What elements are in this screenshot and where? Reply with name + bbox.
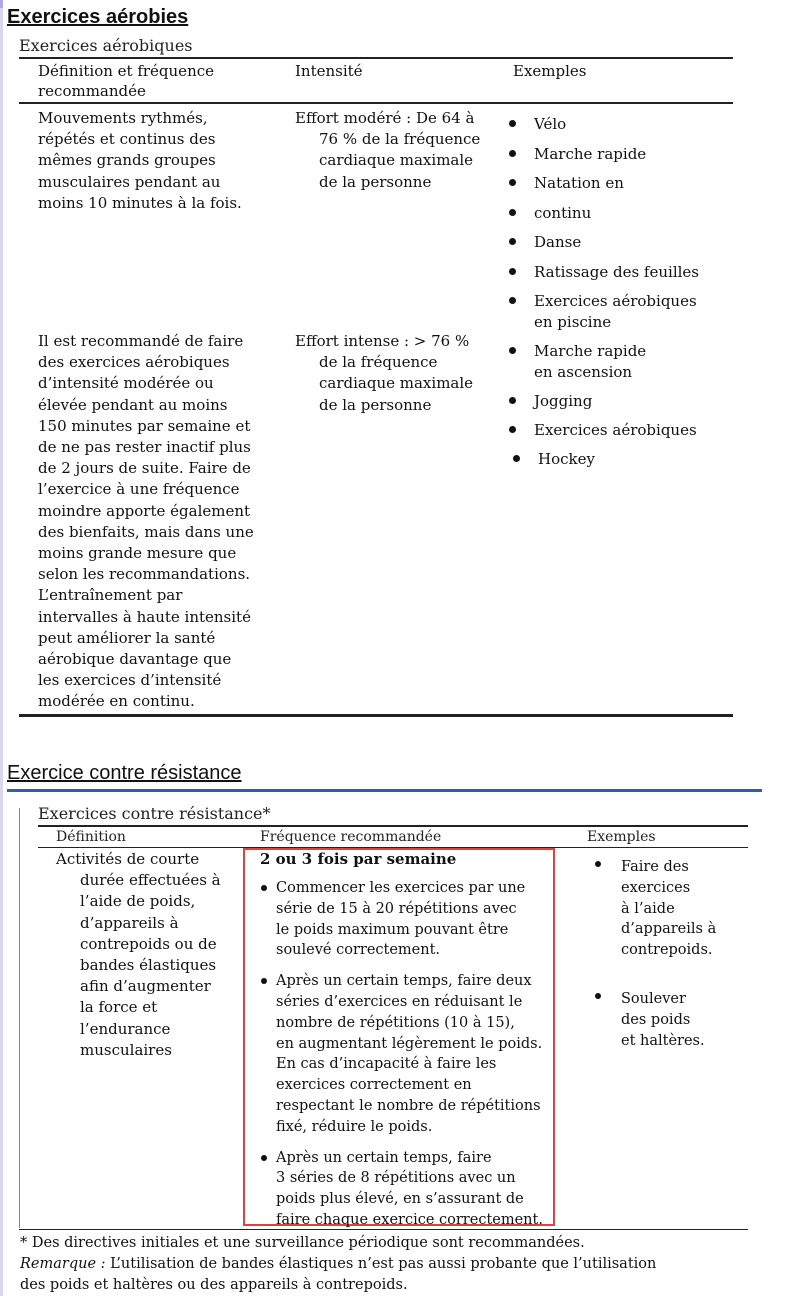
list-item: continu [508,203,728,224]
aerobic-col-definition: Définition et fréquence recommandée [38,62,215,100]
list-item: Commencer les exercices par une série de 15 à 20 répétitions avec le poids maximum pouvant être soulevé correctement. [258,878,558,961]
aerobic-row2-intensity-detail: de la fréquence cardiaque maximale de la personne [319,353,474,414]
bullet-icon [509,397,516,404]
bullet-icon [509,297,516,304]
bullet-icon [595,993,601,999]
bullet-icon [261,885,267,891]
resistance-examples [592,857,752,1051]
bullet-icon [513,455,520,462]
aerobic-top-rule [19,57,733,59]
list-item: Marche rapide [508,144,728,165]
list-item: Natation en [508,173,728,194]
aerobic-row1-intensity-label: Effort modéré : De 64 à [295,109,475,127]
resistance-col-definition: Définition [56,829,126,845]
resistance-heading: Exercice contre résistance [7,762,242,784]
list-item: Danse [508,232,728,253]
list-item: Exercices aérobiques [508,420,728,441]
aerobic-row1-examples [508,114,728,333]
remark-label: Remarque : [20,1256,106,1272]
aerobic-heading: Exercices aérobies [7,6,189,28]
list-item: Après un certain temps, faire deux séries d’exercices en réduisant le nombre de répétitions (10 à 15), en augmentant légèrement le poids. En cas d’incapacité à faire les exercices correctement en respectant le nombre de répétitions fixé, réduire le poids. [258,971,558,1137]
aerobic-bottom-rule [19,714,733,717]
frequency-list [258,878,558,1231]
list-item: Hockey [508,449,728,470]
resistance-col-examples: Exemples [587,829,656,845]
aerobic-header-rule [19,102,733,104]
bullet-icon [509,238,516,245]
aerobic-row2-examples [508,341,728,470]
resistance-bottom-rule [19,1229,748,1230]
bullet-icon [509,209,516,216]
left-margin-marker [0,0,3,8]
frequency-title: 2 ou 3 fois par semaine [260,850,457,868]
resistance-definition-first-line: Activités de courte [56,850,200,868]
list-item: Vélo [508,114,728,135]
aerobic-row2-intensity-label: Effort intense : > 76 % [295,332,470,350]
resistance-col-frequency: Fréquence recommandée [260,829,442,845]
list-item: Jogging [508,391,728,412]
list-item: Exercices aérobiques en piscine [508,291,728,333]
aerobic-row1-intensity-detail: 76 % de la fréquence cardiaque maximale de la personne [319,130,481,191]
footnote-remark [20,1254,656,1296]
bullet-icon [509,150,516,157]
bullet-icon [509,347,516,354]
remark-text: L’utilisation de bandes élastiques n’est pas aussi probante que l’utilisation des poids et haltères ou des appareils à contrepoids. [20,1256,657,1293]
bullet-icon [509,268,516,275]
aerobic-col-intensity: Intensité [295,62,363,80]
resistance-definition: durée effectuées à l’aide de poids, d’appareils à contrepoids ou de bandes élastiques afin d’augmenter la force et l’endurance musculaires [80,871,221,1059]
aerobic-col-examples: Exemples [513,62,587,80]
list-item: Soulever des poids et haltères. [592,989,752,1051]
footnote-star: * Des directives initiales et une surveillance périodique sont recommandées. [20,1235,585,1251]
list-item: Après un certain temps, faire 3 séries de 8 répétitions avec un poids plus élevé, en s’assurant de faire chaque exercice correctement. [258,1148,558,1231]
aerobic-row2-definition: Il est recommandé de faire des exercices aérobiques d’intensité modérée ou élevée pendant au moins 150 minutes par semaine et de ne pas rester inactif plus de 2 jours de suite. Faire de l’exercice à une fréquence moindre apporte également des bienfaits, mais dans une moins grande mesure que selon les recommandations. L’entraînement par intervalles à haute intensité peut améliorer la santé aérobique davantage que les exercices d’intensité modérée en continu. [38,332,254,711]
bullet-icon [261,1155,267,1161]
bullet-icon [261,978,267,984]
resistance-left-border [19,808,20,1228]
aerobic-table-caption: Exercices aérobiques [19,36,193,55]
bullet-icon [509,120,516,127]
aerobic-row1-definition: Mouvements rythmés, répétés et continus des mêmes grands groupes musculaires pendant au moins 10 minutes à la fois. [38,109,242,212]
bullet-icon [595,861,601,867]
left-margin-bar [0,0,3,1296]
list-item: Marche rapide en ascension [508,341,728,383]
bullet-icon [509,426,516,433]
bullet-icon [509,179,516,186]
list-item: Ratissage des feuilles [508,262,728,283]
resistance-table-caption: Exercices contre résistance* [38,804,271,823]
list-item: Faire des exercices à l’aide d’appareils à contrepoids. [592,857,752,961]
section-divider [7,789,762,792]
